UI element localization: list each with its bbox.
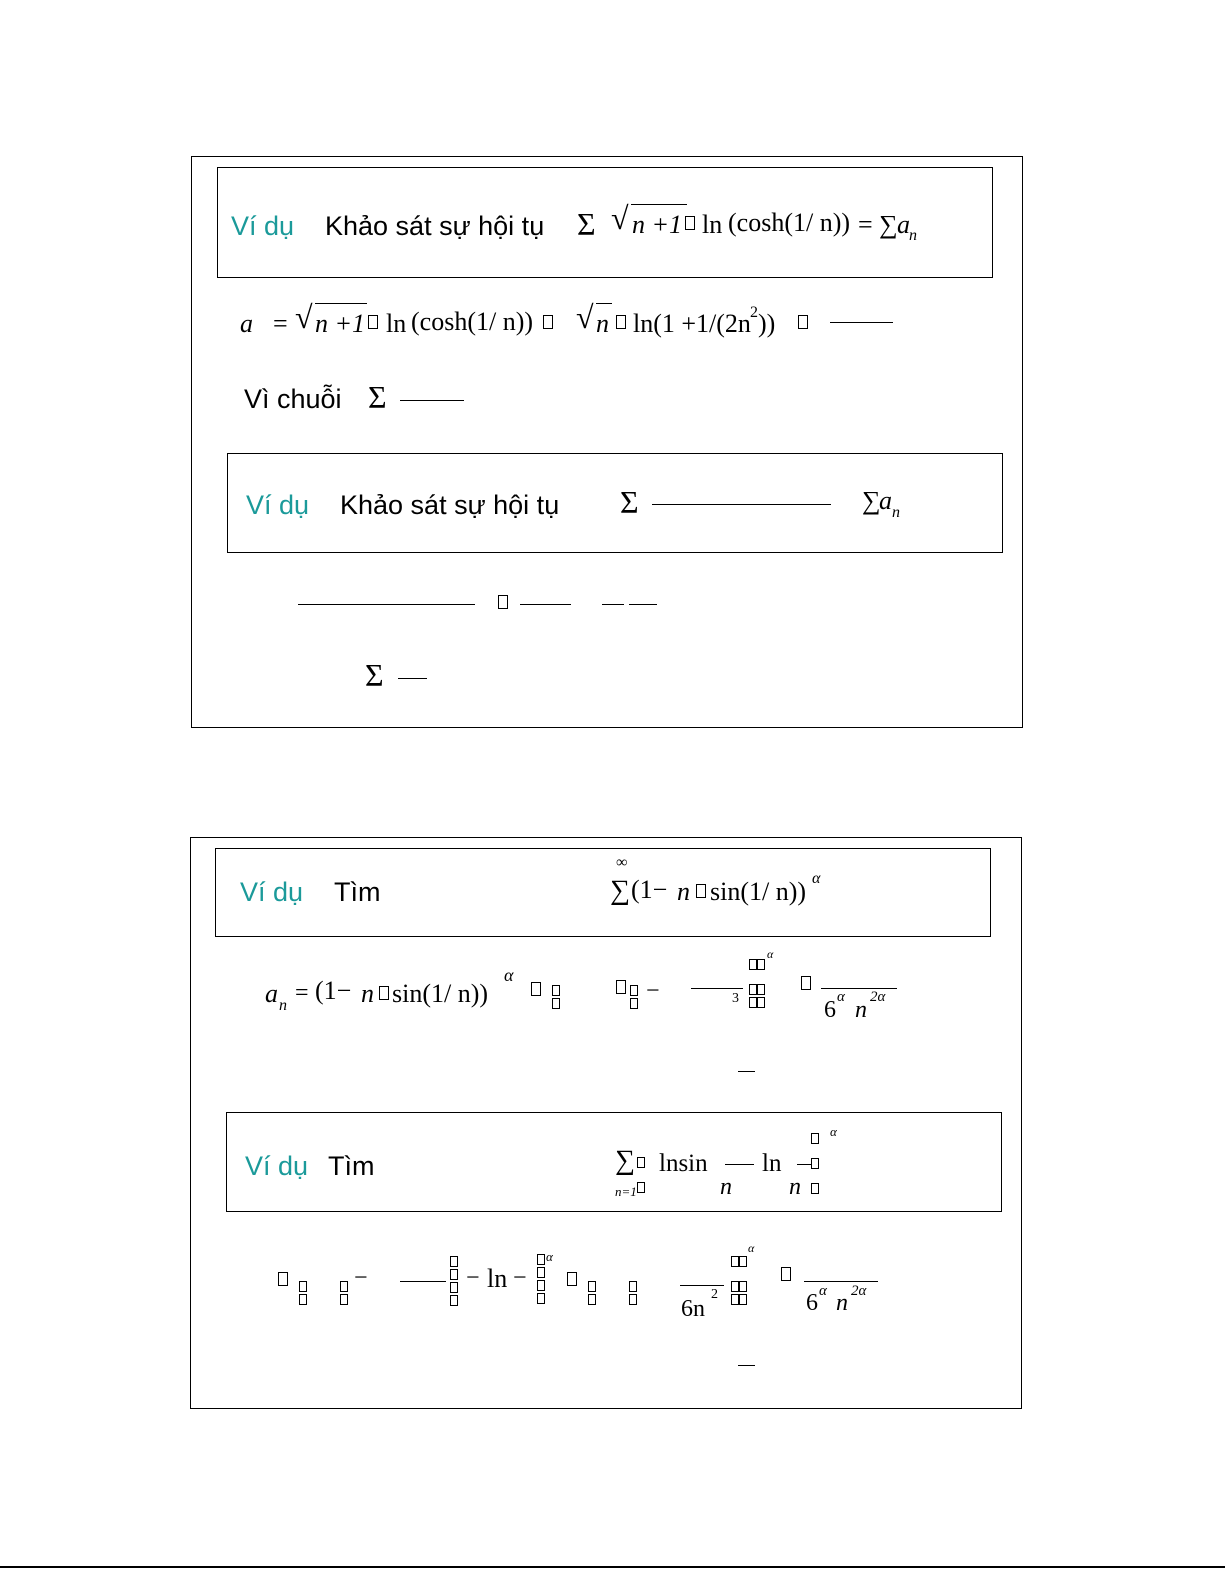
exponent-3: 3 xyxy=(732,991,739,1006)
placeholder-glyph xyxy=(616,314,626,330)
term-n-plus-1: n +1 xyxy=(315,309,366,338)
equals-sign: = xyxy=(295,980,309,1006)
formula-n: n xyxy=(677,877,690,906)
fraction-bar xyxy=(830,322,893,323)
term-ln: ln xyxy=(762,1150,782,1177)
denominator-2alpha: 2α xyxy=(870,989,886,1005)
example-1-label: Ví dụ xyxy=(231,211,295,241)
bracket-glyphs xyxy=(340,1281,348,1307)
sigma-symbol: Σ xyxy=(620,484,639,520)
placeholder-glyph xyxy=(498,594,508,610)
exponent-alpha: α xyxy=(748,1241,755,1255)
term-a: a xyxy=(240,309,253,338)
exponent-alpha: α xyxy=(830,1124,837,1139)
formula-sin: sin(1/ n)) xyxy=(710,877,807,906)
fraction-bar xyxy=(680,1285,724,1286)
formula-sum: = ∑ xyxy=(858,210,898,239)
radical-sign: √ xyxy=(576,299,594,335)
fraction-bar xyxy=(400,1281,446,1282)
series-text: Vì chuỗi xyxy=(244,384,342,414)
fraction-bar xyxy=(629,604,657,605)
fraction-bar xyxy=(821,988,897,989)
fraction-bar xyxy=(691,988,743,989)
fraction-bar xyxy=(398,678,427,679)
bracket-glyphs xyxy=(629,1281,637,1307)
denominator-alpha: α xyxy=(819,1283,827,1299)
example-2-text: Khảo sát sự hội tụ xyxy=(340,490,560,520)
example-1-text: Khảo sát sự hội tụ xyxy=(325,211,545,241)
bracket-glyphs xyxy=(749,959,765,1010)
page-bottom-rule xyxy=(0,1566,1225,1568)
sigma-symbol: Σ xyxy=(577,206,596,242)
formula-ln: ln xyxy=(702,210,723,239)
term-n: n xyxy=(361,979,374,1008)
placeholder-glyph xyxy=(798,314,808,330)
bracket-glyphs xyxy=(630,985,638,1011)
bracket-glyphs xyxy=(637,1157,645,1195)
term-ln: ln xyxy=(487,1264,508,1293)
fraction-bar xyxy=(804,1281,878,1282)
example-4-text: Tìm xyxy=(328,1151,375,1181)
bracket-glyphs xyxy=(588,1281,596,1307)
bracket-glyphs xyxy=(450,1256,458,1308)
term-sin: sin(1/ n)) xyxy=(392,979,489,1008)
formula-subscript: n xyxy=(909,227,917,244)
fraction-bar xyxy=(652,504,831,505)
formula-subscript: n xyxy=(892,504,900,521)
example-2-label: Ví dụ xyxy=(246,490,310,520)
term-paren: (1− xyxy=(315,976,352,1005)
sigma-symbol: ∑ xyxy=(615,1145,635,1176)
example-4-label: Ví dụ xyxy=(245,1151,309,1181)
bracket-glyphs xyxy=(811,1133,819,1196)
denominator-6: 6 xyxy=(806,1290,818,1316)
example-2-box xyxy=(227,453,1003,553)
formula-cosh: (cosh(1/ n)) xyxy=(728,208,851,237)
fraction-bar xyxy=(738,1071,755,1072)
formula-term: n +1 xyxy=(632,210,683,239)
radical-bar xyxy=(596,303,612,304)
example-3-text: Tìm xyxy=(334,877,381,907)
radical-sign: √ xyxy=(295,299,313,335)
formula-a: a xyxy=(879,486,892,515)
minus-sign: − xyxy=(466,1265,480,1291)
term-a: a xyxy=(265,979,278,1008)
fraction-bar xyxy=(797,1164,812,1165)
placeholder-glyph xyxy=(685,215,695,231)
placeholder-glyph xyxy=(531,981,541,997)
lower-limit: n=1 xyxy=(615,1184,637,1199)
bracket-glyphs xyxy=(552,985,560,1011)
denominator-6: 6 xyxy=(824,997,836,1023)
fraction-bar xyxy=(738,1365,755,1366)
placeholder-glyph xyxy=(781,1266,791,1282)
fraction-bar xyxy=(520,604,571,605)
denominator-sup: 2 xyxy=(711,1287,718,1302)
radical-sign: √ xyxy=(611,200,629,236)
placeholder-glyph xyxy=(801,975,811,991)
placeholder-glyph xyxy=(278,1271,288,1287)
placeholder-glyph xyxy=(543,314,553,330)
bracket-glyphs xyxy=(537,1254,545,1306)
superscript: 2 xyxy=(750,304,758,321)
minus-sign: − xyxy=(513,1265,527,1291)
example-3-label: Ví dụ xyxy=(240,877,304,907)
example-4-box xyxy=(226,1112,1002,1212)
fraction-bar xyxy=(400,400,464,401)
sigma-symbol: Σ xyxy=(365,657,384,693)
denominator-n: n xyxy=(789,1174,801,1200)
placeholder-glyph xyxy=(696,883,706,899)
slide-2 xyxy=(190,837,1022,1409)
term-alpha: α xyxy=(504,965,514,985)
term-ln-expansion: ln(1 +1/(2n xyxy=(633,309,751,338)
sigma-symbol: Σ xyxy=(368,379,387,415)
placeholder-glyph xyxy=(368,314,378,330)
radical-bar xyxy=(631,204,687,205)
fraction-bar xyxy=(725,1164,754,1165)
sigma-symbol: ∑ xyxy=(610,875,630,906)
denominator-n: n xyxy=(720,1174,732,1200)
bracket-glyphs xyxy=(299,1281,307,1307)
denominator-2alpha: 2α xyxy=(851,1283,867,1299)
denominator-6n: 6n xyxy=(681,1296,705,1322)
fraction-bar xyxy=(602,604,624,605)
slide-1 xyxy=(191,156,1023,728)
denominator-n: n xyxy=(855,997,867,1023)
bracket-glyphs xyxy=(731,1256,747,1307)
denominator-n: n xyxy=(836,1290,848,1316)
equals-sign: = xyxy=(273,309,288,338)
denominator-alpha: α xyxy=(837,989,845,1005)
infinity-limit: ∞ xyxy=(616,854,628,871)
placeholder-glyph xyxy=(567,1271,577,1287)
term-ln: ln xyxy=(386,309,407,338)
example-1-box xyxy=(217,167,993,278)
term-cosh: (cosh(1/ n)) xyxy=(411,307,534,336)
formula-a: a xyxy=(897,210,910,239)
fraction-bar xyxy=(298,604,475,605)
term-close: )) xyxy=(758,309,776,338)
minus-sign: − xyxy=(354,1265,368,1291)
example-3-box xyxy=(215,848,991,937)
formula-sum: ∑ xyxy=(862,486,881,515)
placeholder-glyph xyxy=(616,979,626,995)
term-lnsin: lnsin xyxy=(659,1150,708,1177)
formula-paren: (1− xyxy=(631,875,668,904)
minus-sign: − xyxy=(646,978,660,1004)
subscript-n: n xyxy=(279,997,287,1014)
exponent-alpha: α xyxy=(546,1249,553,1264)
term-n: n xyxy=(596,309,609,338)
exponent-alpha: α xyxy=(767,947,774,961)
placeholder-glyph xyxy=(379,985,389,1001)
radical-bar xyxy=(315,303,367,304)
formula-alpha: α xyxy=(812,870,821,887)
